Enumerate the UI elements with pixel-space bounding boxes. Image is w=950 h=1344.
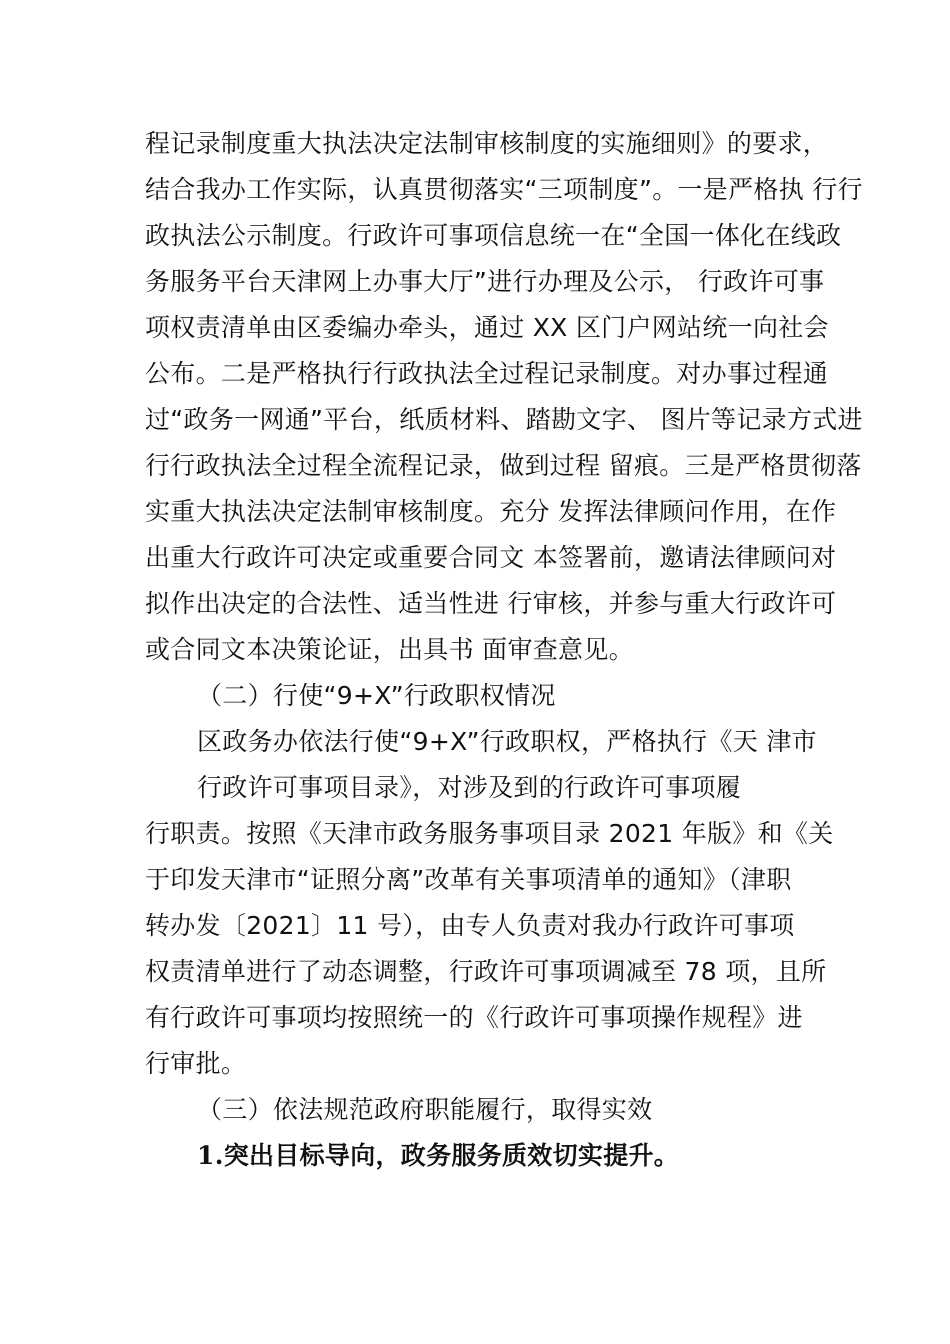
- paragraph-line: 政执法公示制度。行政许可事项信息统一在“全国一体化在线政: [145, 221, 842, 250]
- paragraph-line: 行审批。: [145, 1049, 247, 1078]
- paragraph-line: 行政许可事项目录》，对涉及到的行政许可事项履: [197, 773, 742, 802]
- paragraph-line: 结合我办工作实际，认真贯彻落实“三项制度”。一是严格执 行行: [145, 175, 863, 204]
- paragraph-line: 项权责清单由区委编办牵头，通过 XX 区门户网站统一向社会: [145, 313, 829, 342]
- paragraph-line: 实重大执法决定法制审核制度。充分 发挥法律顾问作用，在作: [145, 497, 837, 526]
- paragraph-line: 有行政许可事项均按照统一的《行政许可事项操作规程》进: [145, 1003, 803, 1032]
- paragraph-line: 于印发天津市“证照分离”改革有关事项清单的通知》（津职: [145, 865, 792, 894]
- section-title: （二）行使“9+X”行政职权情况: [197, 681, 556, 710]
- paragraph-line: 行职责。按照《天津市政务服务事项目录 2021 年版》和《关: [145, 819, 834, 848]
- paragraph-line: 公布。二是严格执行行政执法全过程记录制度。对办事过程通: [145, 359, 829, 388]
- paragraph-line: 转办发〔2021〕11 号），由专人负责对我办行政许可事项: [145, 911, 795, 940]
- paragraph-line: 权责清单进行了动态调整，行政许可事项调减至 78 项，且所: [145, 957, 827, 986]
- paragraph-line: 出重大行政许可决定或重要合同文 本签署前，邀请法律顾问对: [145, 543, 837, 572]
- paragraph-line: 务服务平台天津网上办事大厅”进行办理及公示， 行政许可事: [145, 267, 825, 296]
- section-title: （三）依法规范政府职能履行，取得实效: [197, 1095, 653, 1124]
- paragraph-line: 区政务办依法行使“9+X”行政职权，严格执行《天 津市: [197, 727, 817, 756]
- paragraph-line: 过“政务一网通”平台，纸质材料、踏勘文字、 图片等记录方式进: [145, 405, 863, 434]
- paragraph-line: 或合同文本决策论证，出具书 面审查意见。: [145, 635, 634, 664]
- paragraph-line: 拟作出决定的合法性、适当性进 行审核，并参与重大行政许可: [145, 589, 837, 618]
- paragraph-line: 行行政执法全过程全流程记录，做到过程 留痕。三是严格贯彻落: [145, 451, 862, 480]
- paragraph-line: 程记录制度重大执法决定法制审核制度的实施细则》的要求，: [145, 129, 829, 158]
- subsection-heading: 1.突出目标导向，政务服务质效切实提升。: [197, 1141, 680, 1170]
